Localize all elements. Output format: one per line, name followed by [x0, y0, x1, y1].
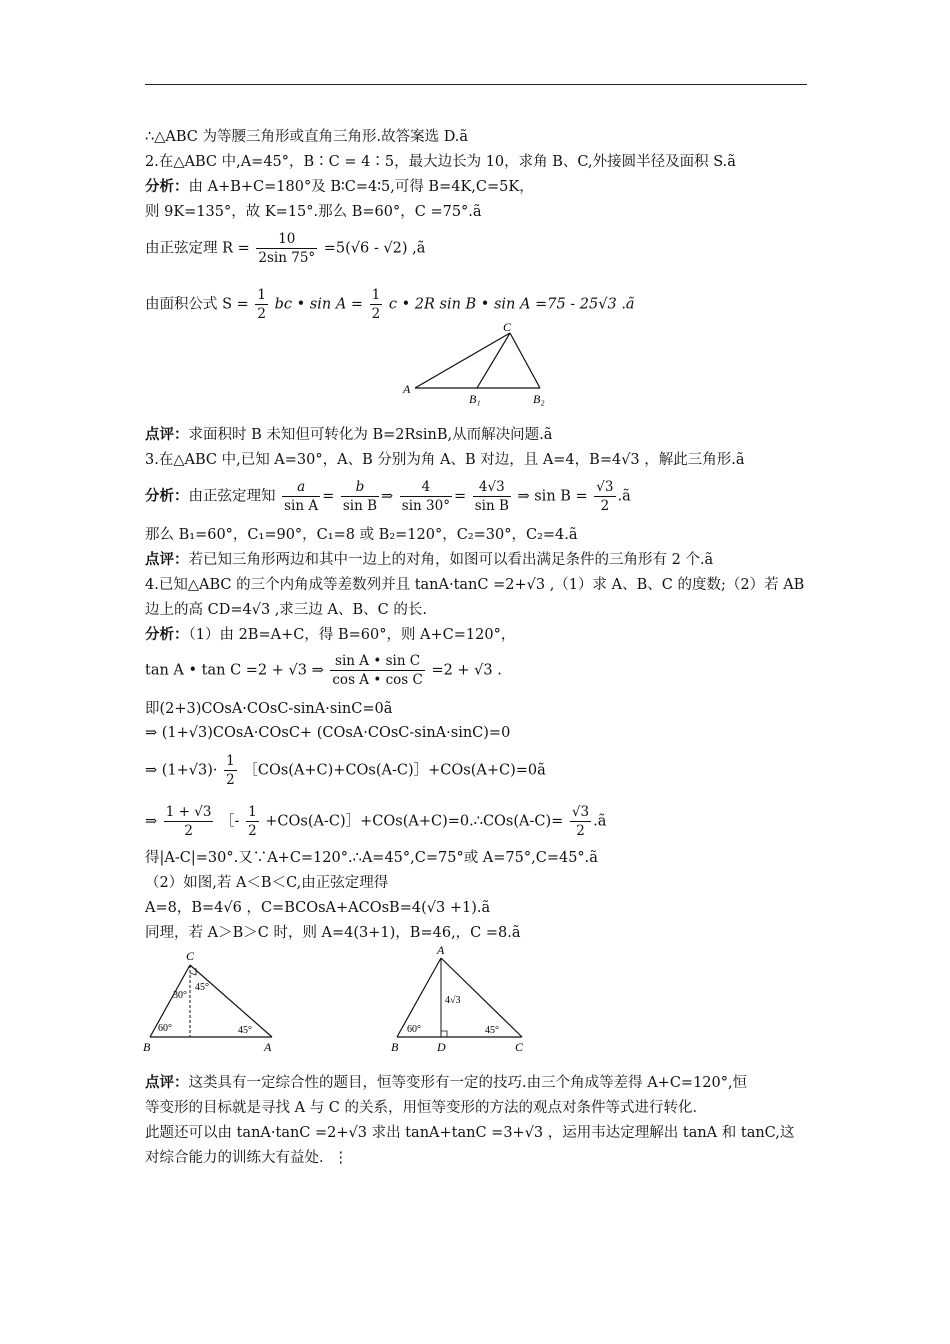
fraction	[341, 478, 379, 515]
analysis-line	[145, 625, 515, 645]
vertex-label-d: D	[437, 1040, 446, 1054]
fraction	[473, 478, 511, 515]
text-line: 等变形的目标就是寻找 A 与 C 的关系，用恒等变形的方法的观点对条件等式进行转化．	[145, 1100, 707, 1116]
formula-line-sine: 分析：由正弦定理知 $\frac{a}{\text{sin A}}$ = $\frac{b}{\text{sin B}}$ ⇒ $\frac{4}{\sin 30^\circ}$ = $\frac{4√3}{\text{sin B}}$ ⇒ sin B = $\frac{√3}{2}$ .ã	[145, 479, 631, 514]
denominator: 2	[257, 306, 267, 322]
numerator: b	[341, 478, 379, 497]
denominator: sin A	[284, 498, 319, 514]
fraction	[594, 478, 615, 515]
numerator: √3	[571, 804, 590, 820]
formula-prefix: 由正弦定理 R =	[145, 240, 250, 257]
formula-mid: bc • sin A =	[274, 296, 364, 313]
denominator: 2	[226, 772, 235, 788]
fraction-half	[255, 286, 268, 323]
figure-triangle-b1-b2	[395, 318, 555, 410]
formula-suffix: ［COs(A+C)+COs(A-C)］+COs(A+C)=0ã	[243, 762, 546, 779]
formula-end: c • 2R sin B • sin A =75 - 25√3 .ã	[388, 296, 635, 313]
formula-line	[145, 803, 606, 840]
comment-text: 求面积时 B 未知但可转化为 B=2RsinB,从而解决问题.ã	[188, 427, 553, 443]
angle-label: 45°	[195, 982, 209, 993]
height-label: 4√3	[445, 995, 461, 1006]
analysis-text: （1）由 2B=A+C，得 B=60°，则 A+C=120°，	[188, 627, 516, 643]
text-line: 对综合能力的训练大有益处．⋮	[145, 1150, 348, 1166]
formula-prefix: tan A • tan C =2 + √3 ⇒	[145, 662, 324, 679]
fraction	[282, 478, 320, 515]
vertex-label-a: A	[264, 1040, 272, 1054]
fraction	[400, 478, 452, 515]
vertex-label-b1: B₁	[469, 392, 481, 406]
formula-suffix: =5(√6 - √2) ,ã	[323, 240, 426, 257]
angle-label: 60°	[158, 1023, 172, 1034]
angle-label: 45°	[238, 1025, 252, 1036]
numerator: 1 + √3	[165, 804, 212, 820]
vertex-label-c: C	[503, 320, 512, 334]
vertex-label-a: A	[437, 943, 445, 957]
denominator: sin 30°	[401, 498, 450, 514]
text-line: A=8，B=4√6 ，C=BCOsA+ACOsB=4(√3 +1).ã	[145, 900, 491, 916]
analysis-label: 分析：	[145, 626, 189, 643]
comment-label: 点评：	[145, 1074, 189, 1091]
figure-triangle-right	[385, 940, 535, 1057]
formula-line-S	[145, 286, 635, 323]
comment-text: 这类具有一定综合性的题目，恒等变形有一定的技巧.由三个角成等差得 A+C=120°,恒	[188, 1075, 748, 1091]
numerator: √3	[596, 479, 614, 495]
comment-label: 点评：	[145, 551, 189, 568]
numerator: 4√3	[473, 478, 511, 497]
problem-2: 2.在△ABC 中,A=45°，B∶C = 4∶5，最大边长为 10，求角 B、C,外接圆半径及面积 S.ã	[145, 154, 736, 170]
formula-mid: ⇒ sin B =	[517, 488, 588, 505]
analysis-label: 分析：	[145, 178, 189, 195]
problem-3: 3.在△ABC 中,已知 A=30°，A、B 分别为角 A、B 对边，且 A=4，B=4√3 ，解此三角形.ã	[145, 452, 745, 468]
denominator: sin B	[474, 498, 509, 514]
numerator: 4	[400, 478, 452, 497]
denominator: cos A • cos C	[332, 672, 423, 688]
header-rule	[145, 84, 807, 85]
denominator: 2	[371, 306, 381, 322]
text-line: 边上的高 CD=4√3 ,求三边 A、B、C 的长.	[145, 602, 427, 618]
analysis-label: 分析：	[145, 487, 189, 505]
formula-end: .ã	[593, 813, 607, 830]
numerator: 1	[248, 804, 257, 820]
fraction	[256, 230, 317, 267]
text-line: 此题还可以由 tanA·tanC =2+√3 求出 tanA+tanC =3+√3 ，运用韦达定理解出 tanA 和 tanC,这	[145, 1125, 795, 1141]
fraction-half	[224, 752, 237, 789]
formula-suffix: =2 + √3 .	[431, 662, 502, 679]
vertex-label-b: B	[143, 1040, 151, 1054]
formula-line-R	[145, 230, 425, 267]
comment-text: 若已知三角形两边和其中一边上的对角，如图可以看出满足条件的三角形有 2 个.ã	[188, 552, 714, 568]
vertex-label-c: C	[186, 949, 195, 963]
formula-prefix: ⇒	[145, 813, 158, 830]
numerator: 1	[226, 753, 235, 769]
comment-label: 点评：	[145, 426, 189, 443]
numerator: 10	[256, 230, 317, 249]
comment-line	[145, 550, 713, 570]
analysis-line	[145, 177, 534, 197]
vertex-label-b2: B₂	[533, 392, 545, 406]
text-line: 即(2+3)COsA·COsC-sinA·sinC=0ã	[145, 701, 393, 717]
angle-label: 60°	[407, 1024, 421, 1035]
fraction-half	[246, 803, 259, 840]
denominator: sin B	[342, 498, 378, 514]
problem-4: 4.已知△ABC 的三个内角成等差数列并且 tanA·tanC =2+√3 ,（1）求 A、B、C 的度数;（2）若 AB	[145, 577, 805, 593]
denominator: 2	[600, 498, 610, 514]
comment-line	[145, 1073, 747, 1093]
text-line: 则 9K=135°，故 K=15°.那么 B=60°，C =75°.ã	[145, 204, 482, 220]
text-line: 得|A-C|=30°.又∵A+C=120°.∴A=45°,C=75°或 A=75°,C=45°.ã	[145, 850, 598, 866]
numerator: sin A • sin C	[330, 652, 424, 671]
formula-end: .ã	[617, 488, 631, 505]
formula-prefix: ⇒ (1+√3)·	[145, 762, 218, 779]
text-line: ⇒ (1+√3)COsA·COsC+ (COsA·COsC-sinA·sinC)=0	[145, 725, 511, 741]
formula-line	[145, 752, 546, 789]
fraction	[164, 803, 214, 840]
denominator: 2sin 75°	[258, 250, 316, 266]
numerator: 1	[257, 287, 267, 303]
formula-prefix: 由面积公式 S =	[145, 296, 249, 313]
formula-mid2: +COs(A-C)］+COs(A+C)=0.∴COs(A-C)=	[265, 813, 564, 830]
analysis-text: 由 A+B+C=180°及 B∶C=4∶5,可得 B=4K,C=5K，	[188, 179, 534, 195]
vertex-label-a: A	[403, 382, 411, 396]
formula-line-tan	[145, 652, 502, 689]
figure-triangle-left	[140, 945, 290, 1057]
numerator: a	[282, 478, 320, 497]
formula-mid: ［-	[220, 813, 240, 830]
text-line: 同理，若 A＞B＞C 时，则 A=4(3+1)，B=46,，C =8.ã	[145, 925, 521, 941]
denominator: 2	[576, 823, 585, 839]
vertex-label-c: C	[515, 1040, 524, 1054]
fraction	[570, 803, 591, 840]
angle-label: 30°	[173, 990, 187, 1001]
vertex-label-b: B	[391, 1040, 399, 1054]
fraction-half	[370, 286, 383, 323]
numerator: 1	[371, 287, 381, 303]
angle-label: 45°	[485, 1025, 499, 1036]
text-line: 那么 B₁=60°，C₁=90°，C₁=8 或 B₂=120°，C₂=30°，C₂=4.ã	[145, 527, 578, 543]
denominator: 2	[184, 823, 193, 839]
analysis-text: 由正弦定理知	[188, 488, 276, 505]
text-line: ∴△ABC 为等腰三角形或直角三角形.故答案选 D.ã	[145, 129, 469, 145]
fraction	[330, 652, 424, 689]
text-line: （2）如图,若 A＜B＜C,由正弦定理得	[145, 875, 389, 891]
denominator: 2	[248, 823, 257, 839]
comment-line	[145, 425, 552, 445]
